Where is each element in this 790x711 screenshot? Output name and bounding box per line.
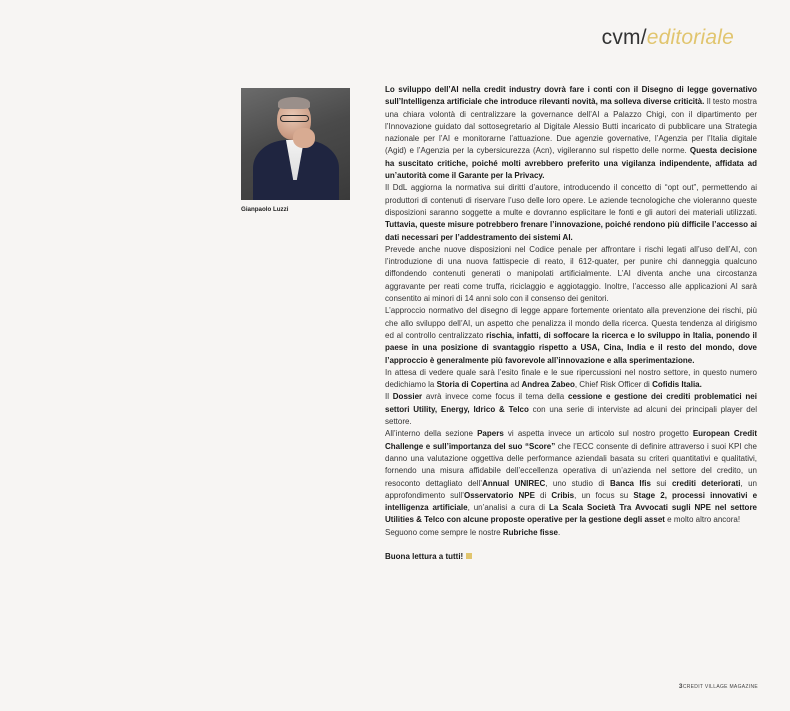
text-run: e molto altro ancora! xyxy=(664,515,741,525)
text-run: con una serie di interviste ad alcuni dei principali player del settore. xyxy=(385,404,757,427)
bold-run: Cribis xyxy=(551,490,575,500)
text-run: Seguono come sempre le nostre xyxy=(385,527,503,537)
bold-run: Tuttavia, queste misure potrebbero frenare l’innovazione, poiché rendono più difficile l’accesso ai dati necessari per l’addestramento dei sistemi AI. xyxy=(385,220,757,242)
end-square-icon xyxy=(466,553,472,559)
closing-text: Buona lettura a tutti! xyxy=(385,551,464,561)
bold-run: Lo sviluppo dell’AI nella credit industry dovrà fare i conti con il Disegno di legge governativo sull’Intelligenza artificiale che introduce rilevanti novità, ma solleva diverse criticità. xyxy=(385,85,757,107)
bold-run: Questa decisione ha suscitato critiche, poiché molti avrebbero preferito una vigilanza indipendente, affidata ad un’autorità come il Garante per la Privacy. xyxy=(385,146,757,181)
text-run: . xyxy=(557,527,561,537)
text-run: , un approfondimento sull’ xyxy=(385,478,757,500)
author-name: Gianpaolo Luzzi xyxy=(241,206,289,213)
text-run: di xyxy=(534,490,552,500)
text-run: sui xyxy=(650,478,672,488)
bold-run: Cofidis Italia. xyxy=(652,380,702,390)
paragraph-2 xyxy=(385,182,757,243)
text-run: In attesa di vedere quale sarà l’esito finale e le sue ripercussioni nel nostro settore, in questo numero dedichiamo la xyxy=(385,367,757,390)
section-header xyxy=(602,26,734,50)
paragraph-8 xyxy=(385,527,757,539)
bold-run: crediti deteriorati xyxy=(671,478,741,488)
section-title: editoriale xyxy=(646,26,734,49)
paragraph-7 xyxy=(385,428,757,526)
bold-run: Andrea Zabeo xyxy=(521,380,575,390)
author-photo xyxy=(241,88,350,200)
text-run: Il DdL aggiorna la normativa sui diritti d’autore, introducendo il concetto di “opt out”, permettendo ai produttori di contenuti di riservare l’uso delle loro opere. Le aziende tecnologiche che violeranno queste disposizioni saranno soggette a multe e dovranno esplicitare le fonti e gli autori dei materiali utilizzati. xyxy=(385,183,757,217)
text-run: Prevede anche nuove disposizioni nel Codice penale per affrontare i rischi legati all’uso dell’AI, con l’introduzione di una nuova fattispecie di reato, il 612-quater, per punire chi danneggia qualcuno diffondendo contenuti generati o manipolati artificialmente. L’AI diventa anche una circostanza aggravante per reati come truffa, riciclaggio e aggiotaggio. Inoltre, l’accesso alle applicazioni AI sarà consentito ai minori di 14 anni solo con il consenso dei genitori. xyxy=(385,244,757,304)
text-run: che l’ECC consente di definire attraverso i suoi KPI che danno una valutazione oggettiva delle performance aziendali basata su criteri quantitativi e qualitativi, fornendo una misura affidabile dell’eccellenza operativa di un’azienda nel settore del credito, un resoconto dettagliato dell’ xyxy=(385,441,757,488)
closing-line xyxy=(385,551,757,563)
editorial-text xyxy=(385,84,757,563)
text-run: avrà invece come focus il tema della xyxy=(422,392,569,402)
magazine-name: CREDIT VILLAGE MAGAZINE xyxy=(682,684,758,690)
bold-run: Banca Ifis xyxy=(609,478,651,488)
bold-run: Osservatorio NPE xyxy=(463,490,535,500)
page-footer xyxy=(679,683,758,690)
text-run: , un’analisi a cura di xyxy=(467,503,549,513)
bold-run: Storia di Copertina xyxy=(436,380,509,390)
bold-run: Rubriche fisse xyxy=(502,527,558,537)
bold-run: Papers xyxy=(477,429,504,439)
text-run: ad xyxy=(508,380,522,390)
text-run: All’interno della sezione xyxy=(385,429,478,439)
text-run: L’approccio normativo del disegno di legge appare fortemente orientato alla prevenzione dei rischi, più che allo sviluppo dell’AI, un aspetto che penalizza il mondo della ricerca. Questa tendenza al dirigismo ed al controllo centralizzato xyxy=(385,306,757,340)
bold-run: rischia, infatti, di soffocare la ricerca e lo sviluppo in Italia, ponendo il paese in una posizione di svantaggio rispetto a USA, Cina, India e il resto del mondo, dove l’approccio è generalmente più favorevole all’innovazione e alla sperimentazione. xyxy=(385,330,757,365)
bold-run: cessione e gestione dei crediti problematici nei settori Utility, Energy, Idrico & Telco xyxy=(385,392,757,414)
bold-run: La Scala Società Tra Avvocati sugli NPE nel settore Utilities & Telco con alcune proposte operative per la gestione degli asset xyxy=(385,503,758,525)
brand-label: cvm/ xyxy=(601,26,647,49)
text-run: Il xyxy=(385,392,393,402)
bold-run: Dossier xyxy=(392,392,423,402)
text-run: vi aspetta invece un articolo sul nostro progetto xyxy=(503,429,693,439)
page-number: 3 xyxy=(678,683,683,690)
text-run: , uno studio di xyxy=(545,478,610,488)
bold-run: European Credit Challenge e sull’importanza del suo “Score” xyxy=(385,429,757,451)
paragraph-6 xyxy=(385,391,757,428)
paragraph-5 xyxy=(385,367,757,392)
bold-run: Stage 2, processi innovativi e intelligenza artificiale xyxy=(385,490,758,513)
paragraph-4 xyxy=(385,305,757,366)
text-run: , Chief Risk Officer di xyxy=(574,380,653,390)
text-run: Il testo mostra una chiara volontà di centralizzare la governance dell’AI a Palazzo Chigi, con il dipartimento per l’Innovazione guidato dal sottosegretario al Digitale Alessio Butti incaricato di pubblicare una Strategia nazionale per l’AI e monitorarne l’attuazione. Due agenzie governative, l’Agenzia per l’Italia digitale (Agid) e l’Agenzia per la cybersicurezza (Acn), vigileranno sul rispetto delle norme. xyxy=(385,97,757,156)
bold-run: Annual UNIREC xyxy=(482,478,546,488)
paragraph-1 xyxy=(385,84,757,182)
paragraph-3 xyxy=(385,244,757,305)
text-run: , un focus su xyxy=(574,490,634,500)
